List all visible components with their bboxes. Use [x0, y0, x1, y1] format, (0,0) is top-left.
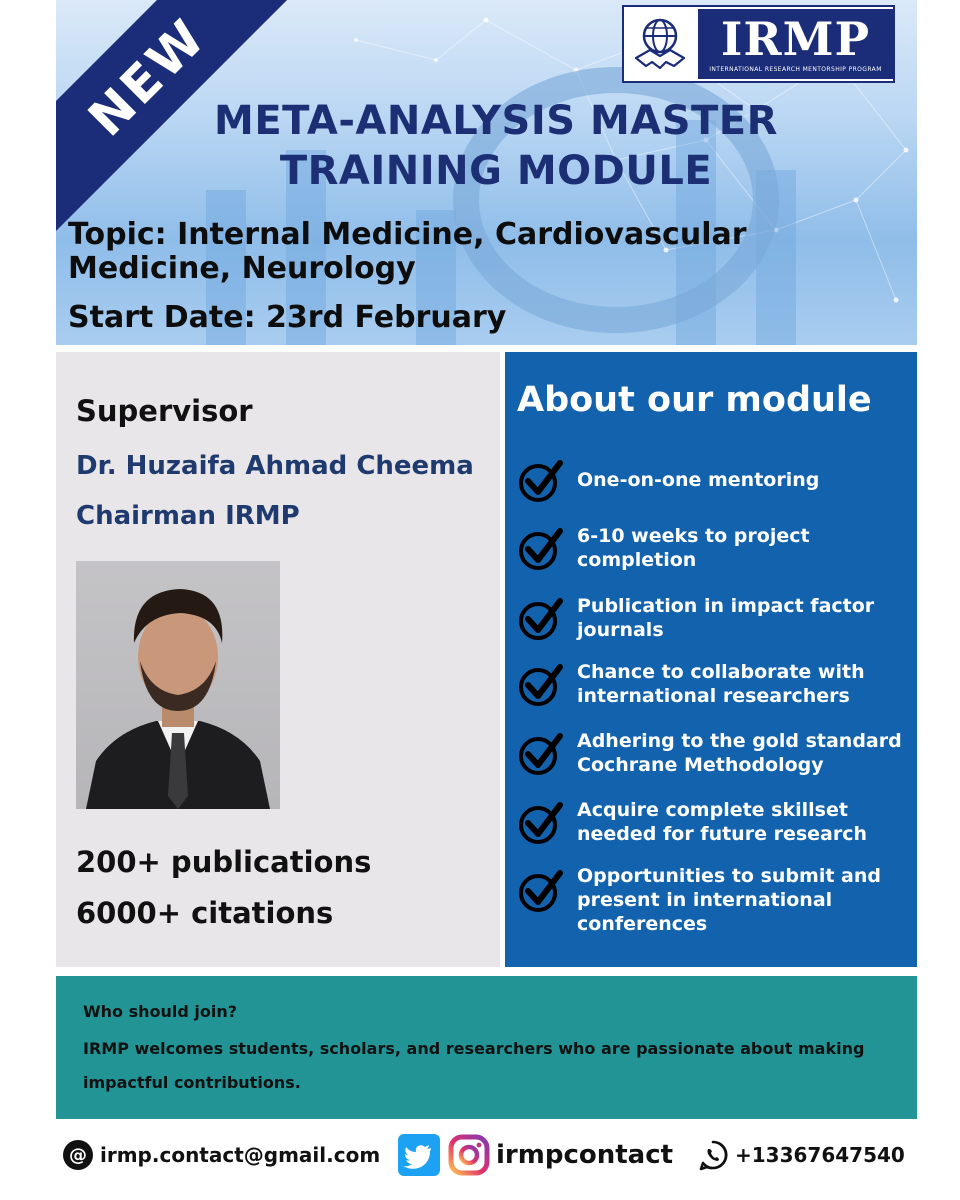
twitter-icon[interactable] — [398, 1134, 440, 1176]
feature-text: One-on-one mentoring — [577, 469, 820, 491]
check-icon — [517, 594, 565, 642]
check-icon — [517, 729, 565, 777]
publications-stat: 200+ publications — [76, 845, 372, 879]
check-icon — [517, 798, 565, 846]
supervisor-panel — [56, 352, 500, 967]
social-contact[interactable] — [398, 1128, 673, 1182]
about-heading: About our module — [517, 380, 872, 420]
feature-text: Chance to collaborate with international researchers — [577, 661, 865, 707]
at-sign-icon — [62, 1139, 94, 1171]
svg-text:@: @ — [69, 1145, 87, 1166]
email-contact[interactable] — [62, 1128, 380, 1182]
phone-contact[interactable] — [697, 1128, 905, 1182]
social-handle-text[interactable]: irmpcontact — [496, 1140, 674, 1170]
instagram-icon[interactable] — [448, 1134, 490, 1176]
who-body: IRMP welcomes students, scholars, and researchers who are passionate about making impactful contributions. — [83, 1039, 865, 1092]
about-panel — [505, 352, 917, 967]
logo-text-box — [698, 9, 893, 79]
feature-item — [517, 594, 912, 642]
handshake-globe-icon — [624, 7, 696, 81]
contact-footer — [0, 1128, 960, 1188]
title-line-2: TRAINING MODULE — [279, 148, 713, 194]
feature-text: Adhering to the gold standard Cochrane Methodology — [577, 730, 902, 776]
supervisor-heading: Supervisor — [76, 394, 253, 428]
hero-banner — [56, 0, 917, 345]
title-line-1: META-ANALYSIS MASTER — [214, 98, 778, 144]
who-should-join-section — [56, 976, 917, 1119]
feature-item — [517, 456, 912, 504]
check-icon — [517, 866, 565, 914]
citations-stat: 6000+ citations — [76, 896, 334, 930]
feature-text: 6-10 weeks to project completion — [577, 525, 810, 571]
feature-item — [517, 660, 912, 708]
feature-item — [517, 864, 912, 936]
logo-tagline: INTERNATIONAL RESEARCH MENTORSHIP PROGRAM — [709, 66, 882, 73]
feature-item — [517, 798, 912, 846]
supervisor-name: Dr. Huzaifa Ahmad Cheema — [76, 451, 474, 481]
email-text[interactable]: irmp.contact@gmail.com — [100, 1143, 381, 1167]
whatsapp-icon — [697, 1139, 729, 1171]
check-icon — [517, 524, 565, 572]
feature-text: Acquire complete skillset needed for future research — [577, 799, 868, 845]
supervisor-role: Chairman IRMP — [76, 501, 300, 531]
feature-text: Opportunities to submit and present in international conferences — [577, 865, 881, 935]
topic-text: Topic: Internal Medicine, Cardiovascular Medicine, Neurology — [68, 217, 747, 286]
supervisor-photo — [76, 561, 280, 809]
check-icon — [517, 456, 565, 504]
irmp-logo — [622, 5, 895, 83]
feature-text: Publication in impact factor journals — [577, 595, 875, 641]
feature-item — [517, 729, 912, 777]
check-icon — [517, 660, 565, 708]
new-badge-text: NEW — [77, 7, 218, 148]
feature-item — [517, 524, 912, 572]
logo-wordmark: IRMP — [720, 12, 871, 66]
phone-text[interactable]: +13367647540 — [735, 1143, 905, 1167]
module-title — [176, 96, 816, 196]
who-question: Who should join? — [83, 1002, 238, 1021]
start-date-text: Start Date: 23rd February — [68, 300, 507, 335]
